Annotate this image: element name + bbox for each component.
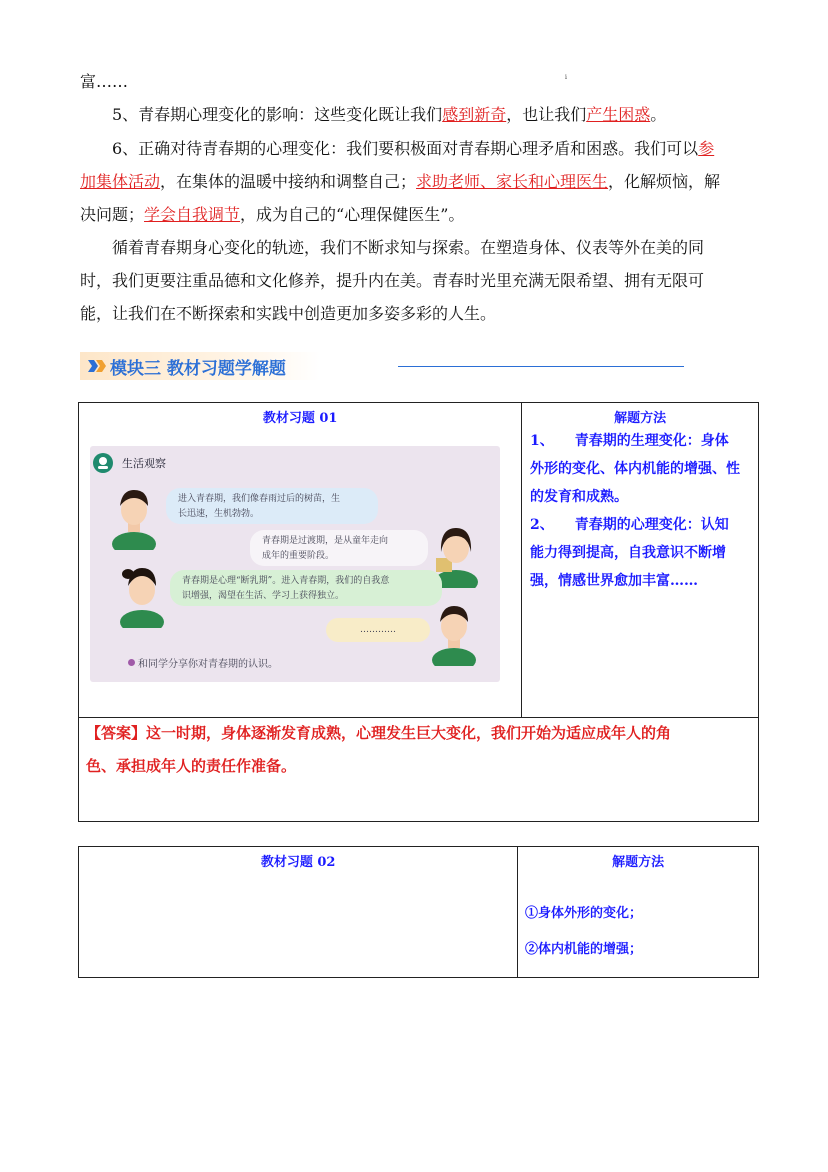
speech-bubble-4: …………: [326, 618, 430, 642]
boy-avatar-1: [110, 484, 158, 550]
exercise-02-title: 教材习题 02: [260, 855, 336, 870]
exercise-02-cell: [79, 847, 518, 978]
method-line-3: 的发育和成熟。: [530, 489, 628, 505]
item-6-line-2: 加集体活动，在集体的温暖中接纳和调整自己；求助老师、家长和心理医生，化解烦恼，解: [80, 172, 721, 191]
girl-avatar-2: [118, 562, 166, 628]
method-line-5: 能力得到提高，自我意识不断增: [530, 545, 726, 561]
item-5: 5、青春期心理变化的影响：这些变化既让我们感到新奇，也让我们产生困惑。: [112, 105, 667, 124]
exercise-01-method-title: 解题方法: [614, 411, 667, 426]
paragraph-line-3: 能，让我们在不断探索和实践中创造更加多姿多彩的人生。: [80, 304, 497, 323]
speech-bubble-1: 进入青春期，我们像春雨过后的树苗，生 长迅速，生机勃勃。: [166, 488, 378, 524]
paragraph-line-2: 时，我们更要注重品德和文化修养，提升内在美。青春时光里充满无限希望、拥有无限可: [80, 271, 705, 290]
speech-bubble-2: 青春期是过渡期，是从童年走向 成年的重要阶段。: [250, 530, 428, 566]
exercise-02-point-1: ①身体外形的变化；: [525, 906, 643, 921]
module-title: 模块三 教材习题学解题: [110, 359, 286, 379]
method-line-6: 强，情感世界愈加丰富……: [530, 573, 698, 589]
life-observation-illustration: [90, 446, 500, 682]
item-6-line-3: 决问题；学会自我调节，成为自己的“心理保健医生”。: [80, 205, 465, 224]
observation-icon: [92, 452, 114, 474]
method-line-4: 2、 青春期的心理变化：认知: [530, 517, 729, 533]
exercise-01-method: [530, 427, 740, 595]
illustration-prompt: 和同学分享你对青春期的认识。: [138, 659, 278, 670]
module-header: [80, 350, 610, 382]
paragraph-line-1: 循着青春期身心变化的轨迹，我们不断求知与探索。在塑造身体、仪表等外在美的同: [112, 238, 705, 257]
method-line-1: 1、 青春期的生理变化：身体: [530, 433, 729, 449]
answer-line-1: 【答案】这一时期，身体逐渐发育成熟，心理发生巨大变化，我们开始为适应成年人的角: [86, 724, 672, 742]
module-rule: [398, 366, 684, 367]
answer-label: 【答案】: [86, 724, 147, 742]
answer-line-2: 色、承担成年人的责任作准备。: [86, 757, 297, 775]
exercise-02-table: [78, 846, 759, 978]
boy-avatar-2: [430, 600, 478, 666]
text-line-0: 富……: [80, 72, 129, 91]
exercise-02-method-title: 解题方法: [612, 855, 665, 870]
speech-bubble-3: 青春期是心理“断乳期”。进入青春期，我们的自我意 识增强，渴望在生活、学习上获得独立。: [170, 570, 442, 606]
method-line-2: 外形的变化、体内机能的增强、性: [530, 461, 740, 477]
stray-mark: i: [565, 74, 567, 81]
exercise-02-point-2: ②体内机能的增强；: [525, 942, 643, 957]
double-chevron-icon: [86, 356, 108, 376]
bullet-icon: [128, 659, 135, 666]
exercise-01-title: 教材习题 01: [262, 411, 338, 426]
illustration-heading: 生活观察: [122, 457, 166, 470]
item-6-line-1: 6、正确对待青春期的心理变化：我们要积极面对青春期心理矛盾和困惑。我们可以参: [112, 139, 715, 158]
